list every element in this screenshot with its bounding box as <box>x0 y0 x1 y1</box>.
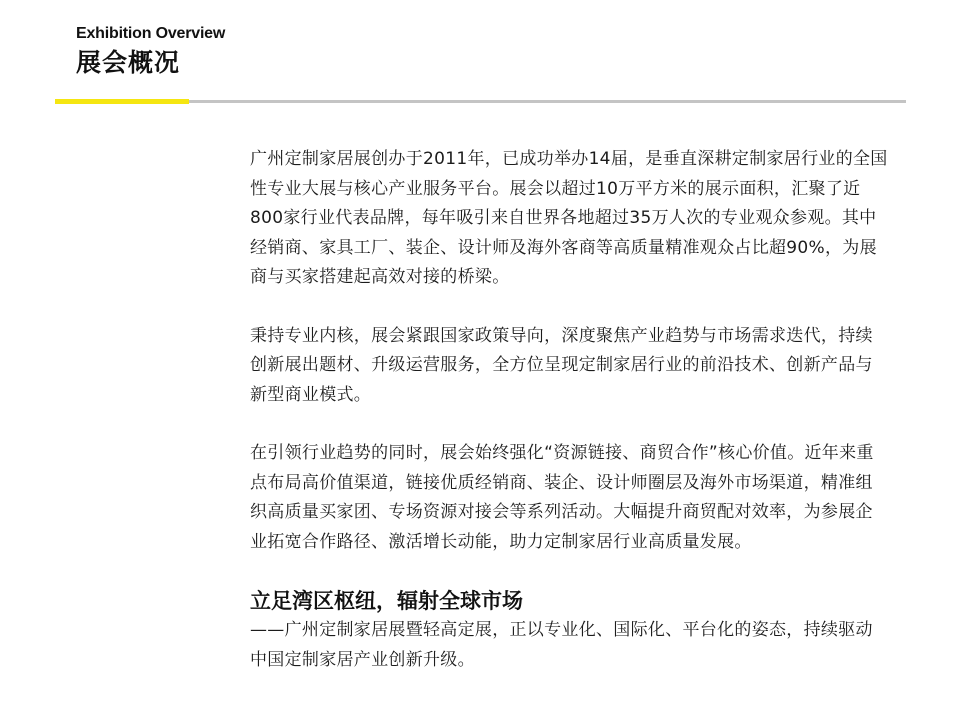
slogan-tagline: ——广州定制家居展暨轻高定展，正以专业化、国际化、平台化的姿态，持续驱动中国定制家居产业创新升级。 <box>250 620 873 670</box>
overview-paragraph-3: 在引领行业趋势的同时，展会始终强化“资源链接、商贸合作”核心价值。近年来重点布局高价值渠道，链接优质经销商、装企、设计师圈层及海外市场渠道，精准组织高质量买家团、专场资源对接会等系列活动。大幅提升商贸配对效率，为参展企业拓宽合作路径、激活增长动能，助力定制家居行业高质量发展。 <box>250 443 874 552</box>
overview-paragraph-1: 广州定制家居展创办于2011年，已成功举办14届，是垂直深耕定制家居行业的全国性专业大展与核心产业服务平台。展会以超过10万平方米的展示面积，汇聚了近800家行业代表品牌，每年吸引来自世界各地超过35万人次的专业观众参观。其中经销商、家具工厂、装企、设计师及海外客商等高质量精准观众占比超90%，为展商与买家搭建起高效对接的桥梁。 <box>250 149 888 287</box>
header-accent-bar <box>55 99 189 104</box>
section-title-chinese: 展会概况 <box>76 48 181 77</box>
section-header <box>76 24 225 80</box>
section-title-english: Exhibition Overview <box>76 25 226 42</box>
slogan-heading: 立足湾区枢纽，辐射全球市场 <box>250 589 523 613</box>
overview-content <box>250 145 890 675</box>
overview-paragraph-2: 秉持专业内核，展会紧跟国家政策导向，深度聚焦产业趋势与市场需求迭代，持续创新展出题材、升级运营服务，全方位呈现定制家居行业的前沿技术、创新产品与新型商业模式。 <box>250 325 873 405</box>
